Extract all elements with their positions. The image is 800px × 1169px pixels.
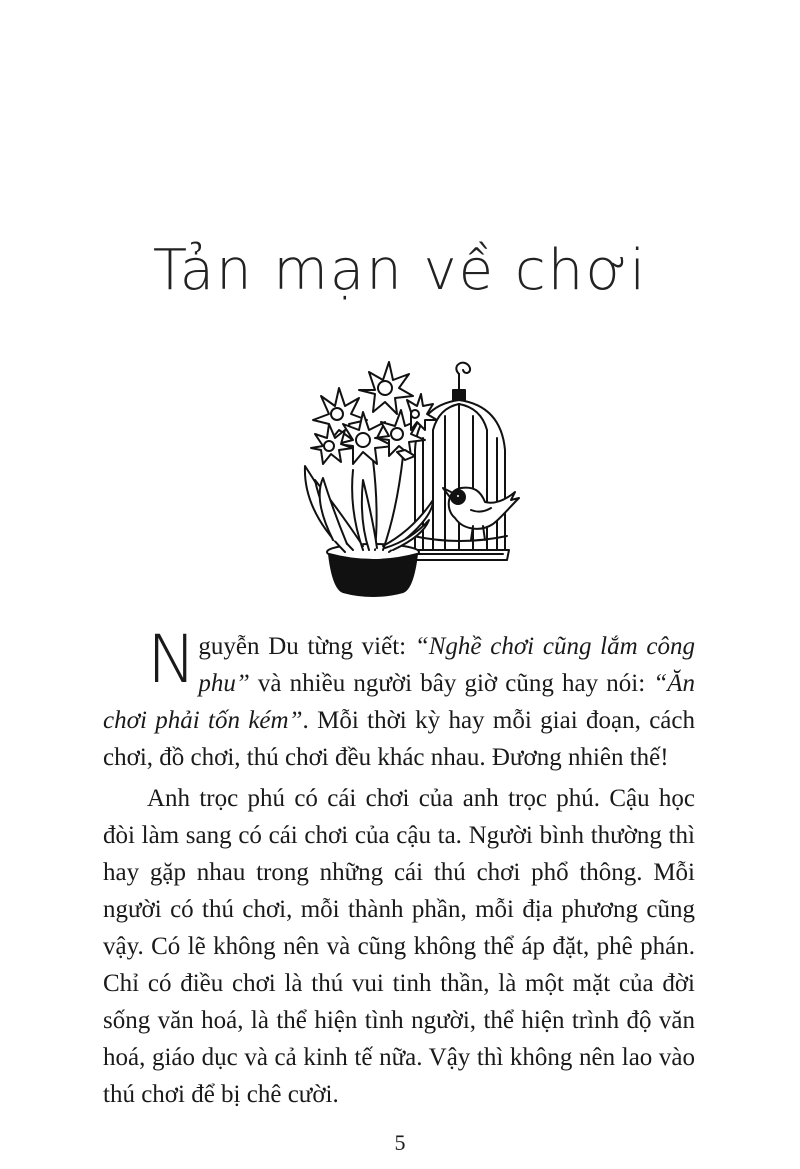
potted-daffodils-and-birdcage-icon <box>293 360 523 600</box>
page-number: 5 <box>394 1130 406 1155</box>
paragraph-1 <box>103 621 695 776</box>
leaves-icon <box>305 456 433 552</box>
bird-icon <box>443 488 519 540</box>
daffodil-flowers-icon <box>311 362 437 464</box>
paragraph-1-text-c: . Mỗi thời kỳ hay mỗi giai đoạn, cách chơi, đồ chơi, thú chơi đều khác nhau. Đương nhiên thế! <box>103 707 695 771</box>
paragraph-1-text-b: và nhiều người bây giờ cũng hay nói: <box>249 670 654 697</box>
page-title: Tản mạn về chơi <box>152 238 648 303</box>
quote-nguyen-du: “Nghề chơi cũng lắm công phu” <box>198 633 695 697</box>
quote-popular-saying: “Ăn chơi phải tốn kém” <box>103 670 695 734</box>
paragraph-1-text-a: guyễn Du từng viết: <box>198 633 415 660</box>
flower-pot-icon <box>327 544 419 596</box>
drop-cap: N <box>147 621 197 698</box>
paragraph-2: Anh trọc phú có cái chơi của anh trọc phú. Cậu học đòi làm sang có cái chơi của cậu ta. Người bình thường thì hay gặp nhau trong những cái thú chơi phổ thông. Mỗi người có thú chơi, mỗi thành phần, mỗi địa phương cũng vậy. Có lẽ không nên và cũng không thể áp đặt, phê phán. Chỉ có điều chơi là thú vui tinh thần, là một mặt của đời sống văn hoá, là thể hiện tình người, thể hiện trình độ văn hoá, giáo dục và cả kinh tế nữa. Vậy thì không nên lao vào thú chơi để bị chê cười. <box>103 785 695 1108</box>
article-body <box>103 621 695 1117</box>
birdcage-icon <box>411 363 519 560</box>
